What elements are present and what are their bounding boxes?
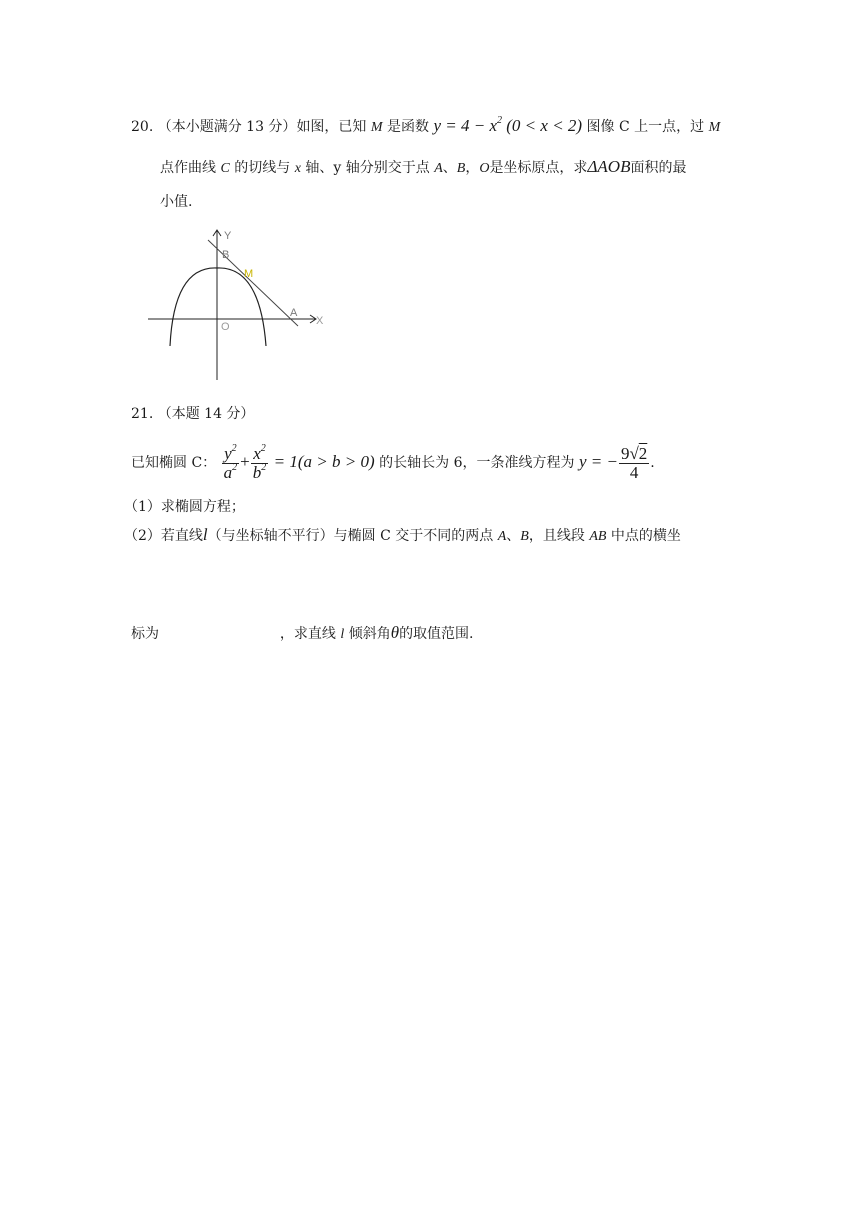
q20-line2-b: 的切线与 xyxy=(234,160,291,176)
q20-number: 20. xyxy=(131,119,154,135)
q20-sep2: ， xyxy=(465,160,480,176)
q21-point-a: A xyxy=(497,529,507,544)
q20-point-o: O xyxy=(479,161,490,176)
q21-part2-b: （与坐标轴不平行）与椭圆 C 交于不同的两点 xyxy=(207,528,494,544)
q20-score-note: （本小题满分 13 分） xyxy=(157,119,297,135)
q20-formula: $y = 4 - x^2$ (0 < x < 2) xyxy=(433,115,583,135)
q20-curve-c: C xyxy=(220,161,230,176)
q21-header xyxy=(131,404,254,424)
label-o: O xyxy=(221,321,230,333)
q21-last-d: 的取值范围. xyxy=(399,626,474,642)
q21-line-l: l xyxy=(202,525,208,544)
q21-ellipse-line: 已知椭圆 C： $\frac{y^2}{a^2}$ + $\frac{x^2}{b^2}$ = 1(a > b > 0) 的长轴长为 6，一条准线方程为 y = − $\frac{9√2}{4}$ . xyxy=(131,442,655,482)
q20-point-m-2: M xyxy=(708,120,721,135)
q21-part2-a: （2）若直线 xyxy=(124,528,203,544)
q21-directrix-lhs: y = − xyxy=(578,452,618,471)
q21-last-c: 倾斜角 xyxy=(348,626,391,642)
q20-is-point-of: 是函数 xyxy=(387,119,430,135)
q20-point-b: B xyxy=(456,161,466,176)
q21-line-l-2: l xyxy=(340,627,345,642)
q20-after-formula: 图像 C 上一点，过 xyxy=(586,119,705,135)
q21-score-note: （本题 14 分） xyxy=(157,406,255,422)
q21-point-b: B xyxy=(520,529,529,544)
label-a: A xyxy=(290,307,298,319)
q20-line-2 xyxy=(160,157,686,179)
q20-intro: 如图，已知 xyxy=(296,119,367,135)
label-x: X xyxy=(316,315,324,327)
q21-ellipse-intro: 已知椭圆 C： xyxy=(131,455,217,471)
q21-eq-rhs: = 1(a > b > 0) xyxy=(273,452,375,471)
q21-last-a: 标为 xyxy=(131,626,159,642)
q20-x: x xyxy=(294,161,301,176)
q21-part2-c: ，且线段 xyxy=(528,528,585,544)
q20-domain: (0 < x < 2) xyxy=(506,116,583,135)
q21-directrix-frac: $\frac{9√2}{4}$ xyxy=(620,443,648,482)
q21-part1: （1）求椭圆方程； xyxy=(124,499,245,515)
q21-part2-d: 中点的横坐 xyxy=(610,528,681,544)
q21-frac-x-over-b: $\frac{x^2}{b^2}$ xyxy=(252,442,267,482)
q20-point-m: M xyxy=(370,120,383,135)
label-m: M xyxy=(244,268,254,280)
q20-sep1: 、 xyxy=(442,160,457,176)
q20-line2-c: 轴、y 轴分别交于点 xyxy=(305,160,430,176)
q20-point-a: A xyxy=(434,161,443,176)
q21-number: 21. xyxy=(131,406,154,422)
q21-last-b: ，求直线 xyxy=(279,626,336,642)
q21-segment-ab: AB xyxy=(589,529,607,544)
q21-end: . xyxy=(650,455,655,471)
q21-theta: θ xyxy=(390,623,400,642)
q20-line-3: 小值. xyxy=(160,194,193,210)
q20-figure xyxy=(146,226,336,384)
q20-line2-a: 点作曲线 xyxy=(160,160,216,176)
q20-line2-e: 面积的最 xyxy=(630,160,687,176)
q21-after-eq: 的长轴长为 6，一条准线方程为 xyxy=(379,455,575,471)
q20-triangle: ΔAOB xyxy=(587,157,631,176)
q21-sep: 、 xyxy=(506,528,521,544)
q21-last-line xyxy=(131,623,474,645)
q21-part2 xyxy=(124,525,681,547)
q20-line-1 xyxy=(131,116,720,138)
label-b: B xyxy=(222,249,230,261)
q21-frac-y-over-a: $\frac{y^2}{a^2}$ xyxy=(223,442,238,482)
q20-line2-d: 是坐标原点，求 xyxy=(489,160,588,176)
label-y: Y xyxy=(224,230,232,242)
